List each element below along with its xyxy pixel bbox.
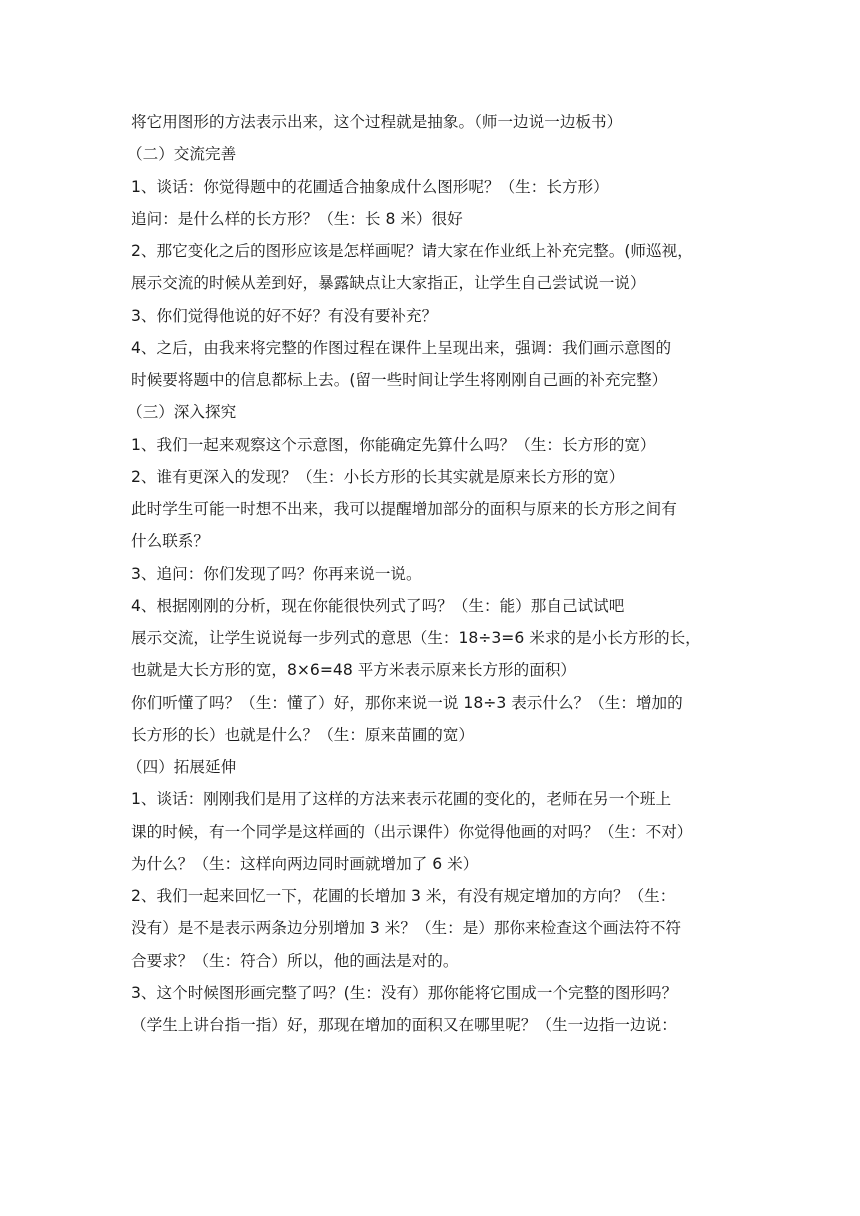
text-line: 没有）是不是表示两条边分别增加 3 米？（生：是）那你来检查这个画法符不符	[131, 919, 682, 938]
text-line: 此时学生可能一时想不出来，我可以提醒增加部分的面积与原来的长方形之间有	[131, 500, 677, 518]
text-line: 3、你们觉得他说的好不好？有没有要补充？	[131, 306, 438, 325]
text-line: 追问：是什么样的长方形？（生：长 8 米）很好	[131, 209, 463, 228]
text-line: 长方形的长）也就是什么？（生：原来苗圃的宽）	[131, 725, 475, 744]
text-line: （学生上讲台指一指）好，那现在增加的面积又在哪里呢？（生一边指一边说：	[131, 1016, 677, 1034]
text-line: 1、谈话：你觉得题中的花圃适合抽象成什么图形呢？（生：长方形）	[131, 177, 609, 196]
text-line: 课的时候，有一个同学是这样画的（出示课件）你觉得他画的对吗？（生：不对）	[131, 822, 693, 841]
text-line: 2、那它变化之后的图形应该是怎样画呢？请大家在作业纸上补充完整。(师巡视，	[131, 242, 693, 260]
text-line: 4、根据刚刚的分析，现在你能很快列式了吗？（生：能）那自己试试吧	[131, 596, 625, 615]
text-line: 3、这个时候图形画完整了吗？(生：没有）那你能将它围成一个完整的图形吗？	[131, 983, 678, 1002]
section-heading: （二）交流完善	[127, 145, 237, 164]
text-line: 3、追问：你们发现了吗？你再来说一说。	[131, 564, 422, 583]
text-line: 2、谁有更深入的发现？（生：小长方形的长其实就是原来长方形的宽）	[131, 467, 625, 486]
text-line: 4、之后，由我来将完整的作图过程在课件上呈现出来，强调：我们画示意图的	[131, 338, 672, 357]
text-line: 展示交流，让学生说说每一步列式的意思（生：18÷3=6 米求的是小长方形的长，	[131, 629, 701, 647]
text-line: 1、我们一起来观察这个示意图，你能确定先算什么吗？（生：长方形的宽）	[131, 435, 656, 454]
text-line: 2、我们一起来回忆一下，花圃的长增加 3 米，有没有规定增加的方向？（生：	[131, 887, 676, 905]
text-line: 什么联系？	[131, 532, 209, 551]
section-heading: （四）拓展延伸	[127, 758, 237, 776]
text-line: 也就是大长方形的宽，8×6=48 平方米表示原来长方形的面积）	[131, 661, 577, 680]
text-line: 将它用图形的方法表示出来，这个过程就是抽象。（师一边说一边板书）	[131, 113, 623, 131]
text-line: 你们听懂了吗？（生：懂了）好，那你来说一说 18÷3 表示什么？（生：增加的	[131, 693, 683, 712]
document-body	[127, 106, 737, 1041]
text-line: 为什么？（生：这样向两边同时画就增加了 6 米）	[131, 854, 479, 873]
text-line: 合要求？（生：符合）所以，他的画法是对的。	[131, 951, 459, 970]
text-line: 时候要将题中的信息都标上去。(留一些时间让学生将刚刚自己画的补充完整）	[131, 371, 668, 389]
text-line: 1、谈话：刚刚我们是用了这样的方法来表示花圃的变化的，老师在另一个班上	[131, 790, 672, 809]
text-line: 展示交流的时候从差到好，暴露缺点让大家指正，让学生自己尝试说一说）	[131, 274, 646, 293]
section-heading: （三）深入探究	[127, 403, 237, 422]
